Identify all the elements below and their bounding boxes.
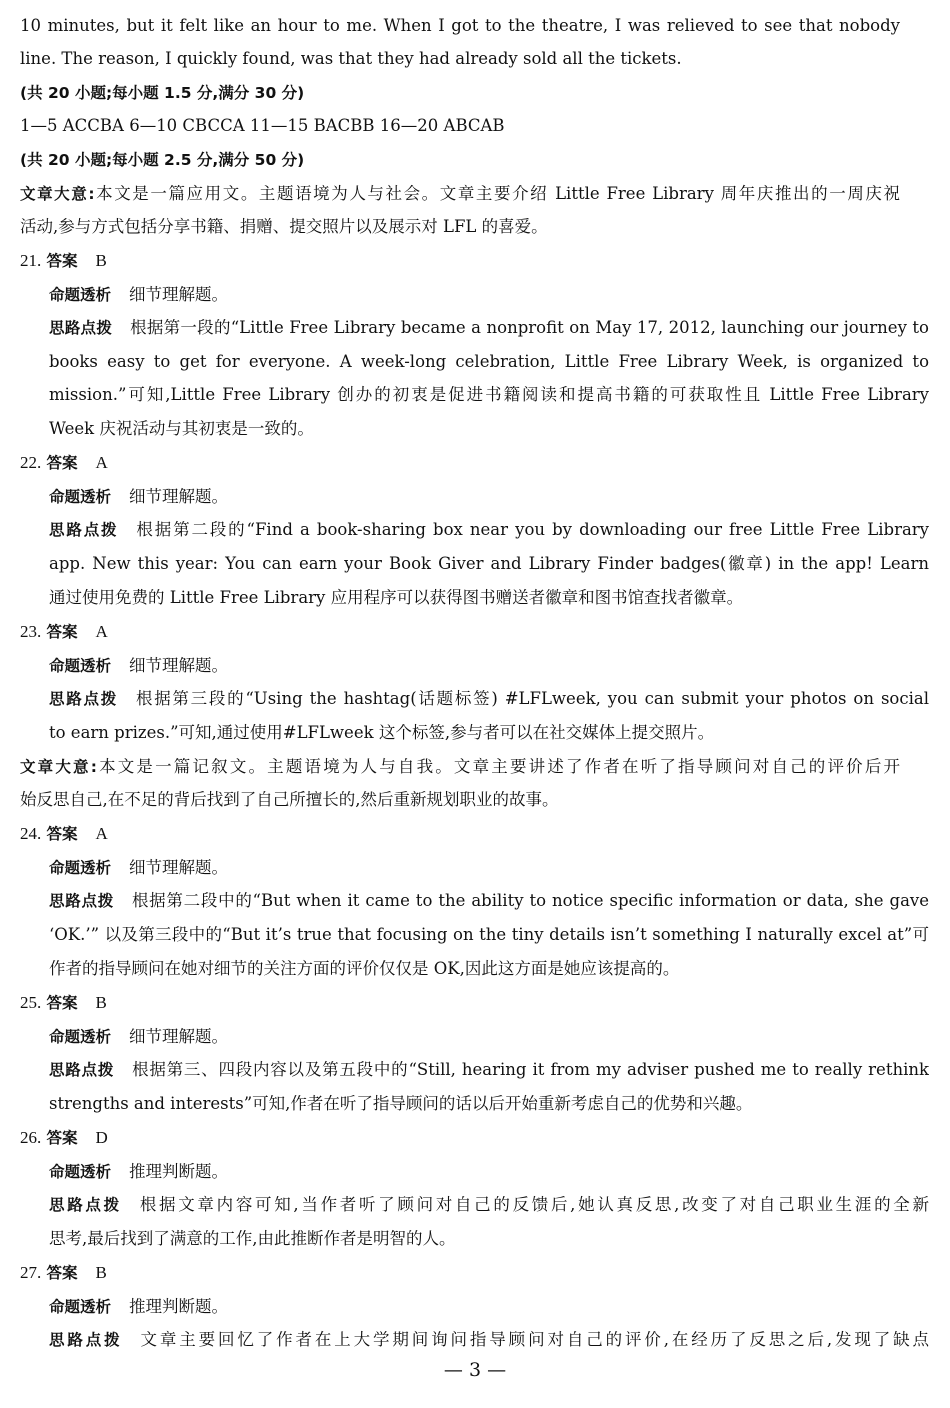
hint-line (49, 889, 929, 913)
hint-text: 根据第三段的“Using the hashtag(话题标签) #LFLweek, you can submit your photos on social (135, 689, 929, 708)
type-value: 细节理解题。 (129, 1027, 229, 1046)
answer-label: 答案 (46, 825, 78, 843)
question-number: 27. (20, 1263, 42, 1282)
answer-row: 1—5 ACCBA 6—10 CBCCA 11—15 BACBB 16—20 ABCAB (20, 116, 505, 135)
section-header: (共 20 小题;每小题 2.5 分,满分 50 分) (20, 151, 305, 169)
hint-label: 思路点拨 (49, 1196, 122, 1214)
summary-line (20, 182, 900, 206)
summary-label: 文章大意: (20, 185, 95, 203)
answer-value: B (95, 251, 107, 270)
type-label: 命题透析 (49, 1163, 112, 1181)
answer-value: A (95, 453, 108, 472)
answer-label: 答案 (46, 1129, 78, 1147)
hint-label: 思路点拨 (49, 892, 114, 910)
hint-line: to earn prizes.”可知,通过使用#LFLweek 这个标签,参与者可以在社交媒体上提交照片。 (49, 723, 715, 742)
answer-value: D (95, 1128, 108, 1147)
hint-line (49, 1058, 929, 1082)
summary-label: 文章大意: (20, 758, 97, 776)
hint-line: mission.”可知,Little Free Library 创办的初衷是促进书籍阅读和提高书籍的可获取性且 Little Free Library (49, 385, 929, 404)
question-number: 23. (20, 622, 42, 641)
question-answer (20, 1126, 108, 1150)
question-type (49, 1295, 228, 1319)
passage-line: 10 minutes, but it felt like an hour to me. When I got to the theatre, I was relieved to see that nobody (20, 16, 900, 35)
hint-line: Week 庆祝活动与其初衷是一致的。 (49, 419, 314, 438)
hint-line: ‘OK.’” 以及第三段中的“But it’s true that focusing on the tiny details isn’t something I naturally excel at”可 (49, 925, 929, 944)
question-type (49, 654, 228, 678)
answer-label: 答案 (46, 994, 78, 1012)
hint-line (49, 1328, 929, 1352)
answer-value: B (95, 1263, 107, 1282)
hint-line (49, 687, 929, 711)
hint-label: 思路点拨 (49, 521, 119, 539)
summary-text: 本文是一篇应用文。主题语境为人与社会。文章主要介绍 Little Free Library 周年庆推出的一周庆祝 (94, 184, 900, 203)
type-label: 命题透析 (49, 488, 112, 506)
answer-value: A (95, 622, 108, 641)
answer-value: A (95, 824, 108, 843)
summary-line: 始反思自己,在不足的背后找到了自己所擅长的,然后重新规划职业的故事。 (20, 790, 559, 809)
type-value: 推理判断题。 (129, 1297, 229, 1316)
hint-line: 思考,最后找到了满意的工作,由此推断作者是明智的人。 (49, 1229, 456, 1248)
hint-line (49, 1193, 929, 1217)
hint-line: 作者的指导顾问在她对细节的关注方面的评价仅仅是 OK,因此这方面是她应该提高的。 (49, 959, 680, 978)
type-label: 命题透析 (49, 1028, 112, 1046)
page-number: — 3 — (443, 1359, 507, 1381)
hint-line (49, 518, 929, 542)
question-answer (20, 451, 108, 475)
question-number: 21. (20, 251, 42, 270)
hint-line: books easy to get for everyone. A week-long celebration, Little Free Library Week, is organized to (49, 352, 929, 371)
question-type (49, 1160, 228, 1184)
question-number: 24. (20, 824, 42, 843)
question-answer (20, 991, 107, 1015)
hint-label: 思路点拨 (49, 1061, 115, 1079)
question-type (49, 1025, 228, 1049)
question-type (49, 283, 228, 307)
hint-label: 思路点拨 (49, 1331, 123, 1349)
question-answer (20, 249, 107, 273)
question-answer (20, 620, 108, 644)
hint-line: 通过使用免费的 Little Free Library 应用程序可以获得图书赠送者徽章和图书馆查找者徽章。 (49, 588, 744, 607)
hint-text: 根据第二段中的“But when it came to the ability to notice specific information or data, she gave (131, 891, 929, 910)
hint-text: 根据第一段的“Little Free Library became a nonprofit on May 17, 2012, launching our journey to (130, 318, 929, 337)
type-label: 命题透析 (49, 1298, 112, 1316)
passage-line: line. The reason, I quickly found, was that they had already sold all the tickets. (20, 49, 682, 68)
summary-line (20, 755, 900, 779)
answer-value: B (95, 993, 107, 1012)
question-answer (20, 822, 108, 846)
hint-line: strengths and interests”可知,作者在听了指导顾问的话以后开始重新考虑自己的优势和兴趣。 (49, 1094, 753, 1113)
answer-label: 答案 (46, 252, 78, 270)
hint-text: 根据文章内容可知,当作者听了顾问对自己的反馈后,她认真反思,改变了对自己职业生涯的全新 (139, 1195, 929, 1214)
hint-text: 根据第二段的“Find a book-sharing box near you by downloading our free Little Free Library (136, 520, 929, 539)
hint-line (49, 316, 929, 340)
hint-line: app. New this year: You can earn your Book Giver and Library Finder badges(徽章) in the app! Learn (49, 554, 929, 573)
answer-label: 答案 (46, 454, 78, 472)
question-number: 22. (20, 453, 42, 472)
type-value: 细节理解题。 (129, 285, 229, 304)
summary-line: 活动,参与方式包括分享书籍、捐赠、提交照片以及展示对 LFL 的喜爱。 (20, 217, 548, 236)
type-label: 命题透析 (49, 859, 112, 877)
type-value: 细节理解题。 (129, 656, 229, 675)
answer-label: 答案 (46, 623, 78, 641)
hint-text: 根据第三、四段内容以及第五段中的“Still, hearing it from my adviser pushed me to really rethink (132, 1060, 929, 1079)
question-number: 25. (20, 993, 42, 1012)
hint-text: 文章主要回忆了作者在上大学期间询问指导顾问对自己的评价,在经历了反思之后,发现了缺点 (140, 1330, 929, 1349)
section-header: (共 20 小题;每小题 1.5 分,满分 30 分) (20, 84, 305, 102)
hint-label: 思路点拨 (49, 319, 113, 337)
type-value: 细节理解题。 (129, 487, 229, 506)
answer-label: 答案 (46, 1264, 78, 1282)
type-value: 推理判断题。 (129, 1162, 229, 1181)
question-number: 26. (20, 1128, 42, 1147)
question-answer (20, 1261, 107, 1285)
type-label: 命题透析 (49, 657, 112, 675)
type-label: 命题透析 (49, 286, 112, 304)
hint-label: 思路点拨 (49, 690, 118, 708)
type-value: 细节理解题。 (129, 858, 229, 877)
question-type (49, 856, 228, 880)
summary-text: 本文是一篇记叙文。主题语境为人与自我。文章主要讲述了作者在听了指导顾问对自己的评价后开 (96, 757, 900, 776)
question-type (49, 485, 228, 509)
